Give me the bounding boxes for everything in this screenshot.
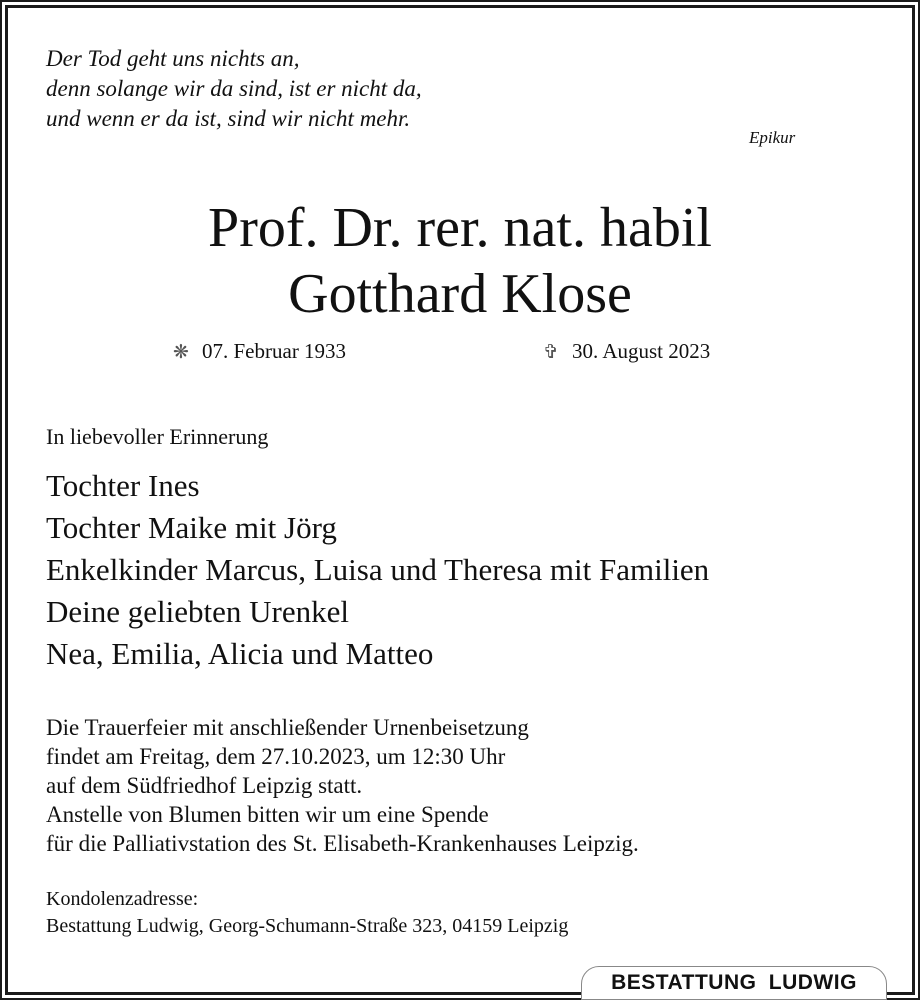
mourner-entry: Deine geliebten Urenkel [46, 594, 349, 629]
birth-date-row [170, 338, 346, 365]
birth-date: 07. Februar 1933 [202, 339, 347, 363]
cross-icon: ✞ [543, 341, 559, 363]
epigraph-quote [46, 44, 422, 134]
ceremony-line: für die Palliativstation des St. Elisabeth-Krankenhauses Leipzig. [46, 831, 639, 856]
ceremony-info [46, 713, 639, 858]
quote-line: Der Tod geht uns nichts an, [46, 46, 300, 71]
mourners-list [46, 465, 709, 675]
ceremony-line: Die Trauerfeier mit anschließender Urnenbeisetzung [46, 715, 529, 740]
mourner-entry: Tochter Maike mit Jörg [46, 510, 337, 545]
star-icon: ❋ [173, 341, 189, 363]
ceremony-line: findet am Freitag, dem 27.10.2023, um 12:30 Uhr [46, 744, 506, 769]
mourner-entry: Tochter Ines [46, 468, 200, 503]
ceremony-line: Anstelle von Blumen bitten wir um eine Spende [46, 802, 489, 827]
deceased-name: Gotthard Klose [288, 263, 632, 325]
undertaker-logo: BESTATTUNG LUDWIG [581, 966, 887, 1000]
quote-line: und wenn er da ist, sind wir nicht mehr. [46, 106, 411, 131]
condolence-address [46, 886, 568, 940]
mourner-entry: Nea, Emilia, Alicia und Matteo [46, 636, 434, 671]
mourner-entry: Enkelkinder Marcus, Luisa und Theresa mit Familien [46, 552, 710, 587]
memory-intro: In liebevoller Erinnerung [46, 424, 269, 449]
death-date: 30. August 2023 [572, 339, 711, 363]
death-date-row [540, 338, 710, 365]
ceremony-line: auf dem Südfriedhof Leipzig statt. [46, 773, 363, 798]
condolence-label: Kondolenzadresse: [46, 888, 199, 910]
academic-title: Prof. Dr. rer. nat. habil [208, 197, 712, 259]
quote-author: Epikur [749, 128, 796, 147]
condolence-address-line: Bestattung Ludwig, Georg-Schumann-Straße 323, 04159 Leipzig [46, 915, 569, 937]
quote-line: denn solange wir da sind, ist er nicht da, [46, 76, 422, 101]
